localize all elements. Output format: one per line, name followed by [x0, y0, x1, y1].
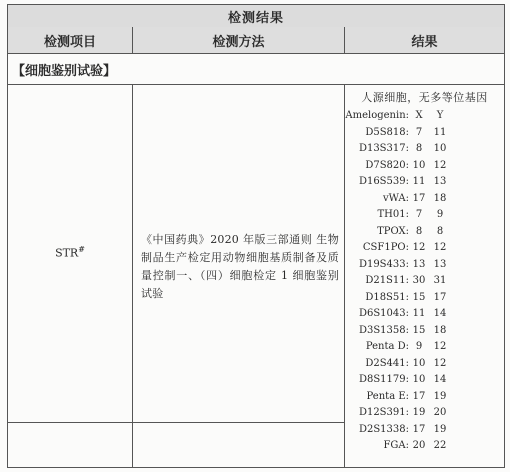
locus-row: [345, 388, 504, 405]
allele-value: 22: [433, 440, 447, 451]
locus-row: [345, 322, 504, 339]
locus-name: vWA:: [382, 192, 409, 204]
locus-row: [345, 223, 504, 240]
locus-name: D19S433:: [358, 258, 409, 270]
locus-row: [345, 272, 504, 289]
locus-row: [345, 355, 504, 372]
allele-value: 8: [415, 225, 423, 237]
item-footnote-mark: #: [78, 245, 85, 254]
allele-value: 30: [412, 275, 426, 286]
locus-name: D16S539:: [358, 176, 409, 187]
item-name: STR: [55, 246, 79, 260]
locus-name: TH01:: [377, 209, 409, 220]
locus-name: Amelogenin:: [345, 110, 409, 121]
locus-row: [345, 173, 504, 190]
header-item-label: 检测项目: [43, 34, 96, 50]
allele-value: 12: [433, 159, 447, 171]
header-result: [345, 27, 504, 53]
locus-name: D18S51:: [365, 291, 409, 303]
header-item: [8, 27, 132, 53]
locus-name: Penta E:: [366, 390, 409, 402]
item-label: [8, 245, 132, 260]
locus-name: Penta D:: [365, 341, 409, 352]
locus-row: [345, 239, 504, 256]
allele-value: 18: [433, 324, 447, 336]
header-method-label: 检测方法: [212, 34, 265, 50]
locus-name: D8S1179:: [358, 374, 409, 385]
locus-row: [345, 371, 504, 388]
allele-value: Y: [436, 110, 444, 121]
locus-row: [345, 190, 504, 207]
allele-value: 19: [412, 407, 426, 418]
allele-value: 31: [433, 275, 447, 286]
allele-value: 17: [412, 192, 426, 204]
locus-name: CSF1PO:: [362, 242, 409, 253]
allele-value: 20: [412, 440, 426, 451]
header-result-label: 结果: [411, 34, 438, 50]
allele-value: 19: [433, 423, 447, 435]
allele-value: 12: [412, 242, 426, 253]
locus-row: [345, 157, 504, 174]
locus-row: [345, 107, 504, 124]
allele-value: 17: [412, 390, 426, 402]
table-title: [7, 4, 505, 28]
allele-value: 14: [433, 308, 447, 319]
allele-value: 9: [436, 209, 444, 220]
item-cell: [8, 85, 132, 467]
table-body: [7, 85, 505, 468]
allele-value: 17: [433, 291, 447, 303]
allele-value: 7: [415, 126, 423, 138]
allele-value: 10: [433, 143, 447, 154]
allele-value: 10: [412, 374, 426, 385]
locus-name: D7S820:: [365, 159, 409, 171]
allele-value: 12: [433, 341, 447, 352]
table-header-row: [7, 27, 505, 54]
allele-value: 12: [433, 242, 447, 253]
result-cell: [345, 85, 504, 467]
locus-name: D21S11:: [365, 275, 409, 286]
allele-value: 10: [412, 357, 426, 369]
row-divider: [8, 422, 344, 423]
locus-name: D12S391:: [358, 407, 409, 418]
locus-name: D3S1358:: [358, 324, 409, 336]
locus-row: [345, 140, 504, 157]
locus-row: [345, 206, 504, 223]
locus-row: [345, 256, 504, 273]
locus-name: TPOX:: [377, 225, 409, 237]
locus-name: D2S1338:: [358, 423, 409, 435]
locus-row: [345, 338, 504, 355]
locus-row: [345, 289, 504, 306]
header-method: [133, 27, 344, 53]
allele-value: 12: [433, 357, 447, 369]
result-summary: 人源细胞，无多等位基因: [361, 91, 488, 104]
table-title-text: 检测结果: [227, 10, 284, 26]
locus-name: D2S441:: [365, 357, 409, 369]
locus-name: D6S1043:: [358, 308, 409, 319]
allele-value: 11: [412, 308, 426, 319]
allele-value: X: [415, 110, 423, 121]
locus-row: [345, 437, 504, 454]
locus-row: [345, 404, 504, 421]
locus-name: FGA:: [383, 440, 409, 451]
allele-value: 13: [433, 176, 447, 187]
allele-value: 14: [433, 374, 447, 385]
allele-value: 18: [433, 192, 447, 204]
locus-row: [345, 124, 504, 141]
allele-value: 15: [412, 291, 426, 303]
allele-value: 8: [436, 225, 444, 237]
method-cell: [133, 85, 344, 467]
allele-value: 9: [415, 341, 423, 352]
allele-value: 11: [433, 126, 447, 138]
locus-name: D13S317:: [358, 143, 409, 154]
section-row: [7, 54, 505, 85]
allele-value: 11: [412, 176, 426, 187]
allele-value: 13: [433, 258, 447, 270]
allele-value: 8: [415, 143, 423, 154]
allele-value: 10: [412, 159, 426, 171]
allele-value: 7: [415, 209, 423, 220]
method-text: 《中国药典》2020 年版三部通则 生物制品生产检定用动物细胞基质制备及质量控制一、（四）细胞检定 1 细胞鉴别试验: [141, 233, 339, 300]
locus-row: [345, 305, 504, 322]
locus-name: D5S818:: [365, 126, 409, 138]
allele-value: 20: [433, 407, 447, 418]
section-title: 【细胞鉴别试验】: [12, 63, 117, 79]
allele-value: 19: [433, 390, 447, 402]
allele-value: 15: [412, 324, 426, 336]
allele-value: 17: [412, 423, 426, 435]
allele-value: 13: [412, 258, 426, 270]
locus-row: [345, 421, 504, 438]
